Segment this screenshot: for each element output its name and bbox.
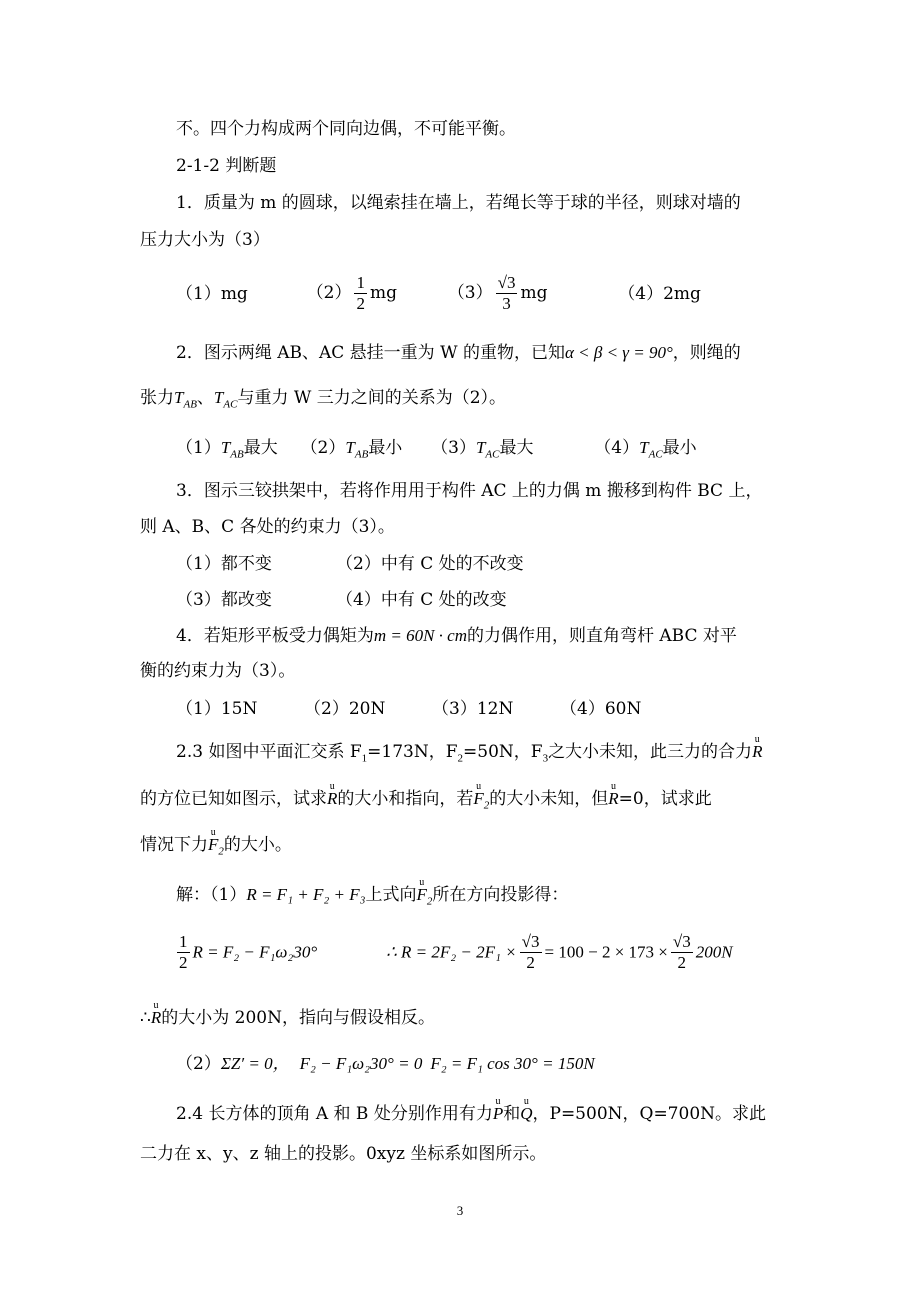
- vector-R: u R: [327, 788, 337, 810]
- math-var: T: [345, 438, 355, 457]
- result-line-1: [140, 1007, 435, 1029]
- text: ，P=500N，Q=700N。求此: [532, 1104, 767, 1124]
- math-inline: F₂ = F₁ cos 30° = 150N: [430, 1054, 595, 1073]
- text: 的大小。: [223, 835, 292, 855]
- option-label: （2）: [306, 283, 352, 303]
- math-var: T: [639, 438, 649, 457]
- section-2-4-line-1: [176, 1103, 766, 1125]
- text: 解：（1）: [176, 885, 247, 905]
- question-1-line-1: [176, 192, 741, 214]
- option-label: （3）: [431, 438, 476, 458]
- subscript: AB: [354, 448, 369, 461]
- text: 不。四个力构成两个同向边偶，不可能平衡。: [176, 119, 516, 139]
- numerator: 1: [179, 932, 188, 951]
- math-inline: m = 60N · cm: [373, 626, 467, 645]
- option-2: （2）中有 C 处的不改变: [336, 554, 524, 574]
- result-line-2: [176, 1053, 595, 1075]
- unit: mg: [369, 283, 397, 303]
- option-label: （1）: [176, 438, 221, 458]
- text: 4．若矩形平板受力偶矩为: [176, 626, 374, 646]
- subscript: AC: [485, 448, 500, 461]
- option-1: [176, 438, 278, 461]
- math-var: T: [213, 388, 224, 407]
- text: 最大: [499, 438, 534, 458]
- numerator: √3: [497, 273, 516, 292]
- option-4: [594, 438, 697, 461]
- vector-F: u F: [208, 834, 218, 856]
- vector-F: u F: [473, 788, 483, 810]
- text: 2．图示两绳 AB、AC 悬挂一重为 W 的重物，已知: [176, 343, 565, 363]
- subscript: AC: [223, 398, 238, 411]
- option-2: [300, 438, 403, 461]
- option-label: （2）: [300, 438, 346, 458]
- vector-Q: u Q: [520, 1103, 532, 1125]
- vector-R: u R: [752, 741, 762, 763]
- option-4: （4）中有 C 处的改变: [336, 590, 507, 610]
- option-1: （1）都不变: [176, 554, 272, 574]
- section-2-3-line-1: [176, 741, 762, 769]
- text: 最小: [368, 438, 403, 458]
- section-heading: [176, 155, 276, 177]
- text: =173N，F: [367, 742, 458, 762]
- text: 1．质量为 m 的圆球，以绳索挂在墙上，若绳长等于球的半径，则球对墙的: [176, 193, 741, 213]
- unit: mg: [520, 283, 548, 303]
- text: =50N，F: [463, 742, 543, 762]
- question-3-options-row-2: [176, 589, 507, 611]
- option-label: （3）: [447, 283, 493, 303]
- question-2-options: [176, 437, 697, 465]
- math-var: T: [475, 438, 486, 457]
- subscript: AB: [230, 448, 244, 461]
- fraction: [177, 932, 190, 973]
- question-1-line-2: [140, 229, 270, 251]
- text: ，则绳的: [672, 343, 741, 363]
- vector-P: u P: [493, 1103, 503, 1125]
- text: 2-1-2 判断题: [176, 156, 277, 176]
- subscript: 3: [542, 752, 549, 765]
- option-3: （3）12N: [432, 699, 514, 719]
- numerator: √3: [521, 932, 540, 951]
- question-3-options-row-1: [176, 553, 524, 575]
- section-2-3-line-2: [140, 788, 712, 816]
- text: 的大小为 200N，指向与假设相反。: [161, 1008, 435, 1028]
- text: 上式向: [365, 885, 417, 905]
- vector-R: u R: [608, 788, 618, 810]
- question-4-options: [176, 698, 641, 720]
- question-4-line-1: [176, 625, 737, 647]
- text: 情况下力: [140, 835, 208, 855]
- question-4-line-2: [140, 660, 295, 682]
- vector-R: u R: [151, 1007, 161, 1029]
- text: 之大小未知，此三力的合力: [548, 742, 753, 762]
- fraction: [496, 273, 518, 314]
- text: 最大: [243, 438, 278, 458]
- option-3: [448, 273, 548, 314]
- math-inline: = 100 − 2 × 173 ×: [544, 942, 668, 962]
- question-3-line-2: [140, 516, 395, 538]
- text: 、: [196, 388, 214, 408]
- text: 压力大小为（3）: [140, 230, 270, 250]
- solution-line-1: [176, 884, 568, 912]
- subscript: 2: [218, 845, 224, 858]
- text: 最小: [662, 438, 697, 458]
- text: 2.4 长方体的顶角 A 和 B 处分别作用有力: [176, 1104, 493, 1124]
- text: 的大小和指向，若: [337, 789, 474, 809]
- page-number: 3: [456, 1203, 464, 1218]
- question-2-line-1: [176, 342, 741, 364]
- math-inline: ΣZ′ = 0，: [220, 1054, 290, 1073]
- fraction: [671, 932, 693, 973]
- question-3-line-1: [176, 480, 762, 502]
- option-2: [307, 273, 397, 314]
- math-inline: 200N: [695, 942, 733, 962]
- section-2-4-line-2: [140, 1143, 546, 1165]
- text: 二力在 x、y、z 轴上的投影。0xyz 坐标系如图所示。: [140, 1144, 547, 1164]
- option-4: （4）60N: [560, 699, 642, 719]
- denominator: 2: [526, 953, 535, 972]
- math-inline: R = F₁ + F₂ + F₃: [246, 885, 366, 904]
- text: 衡的约束力为（3）。: [140, 661, 296, 681]
- denominator: 2: [677, 953, 687, 972]
- text: 的方位已知如图示，试求: [140, 789, 327, 809]
- text: 3．图示三铰拱架中，若将作用用于构件 AC 上的力偶 m 搬移到构件 BC 上，: [176, 481, 763, 501]
- math-inline: R = F₂ − F₁ω₂30°: [192, 942, 318, 962]
- text: 2.3 如图中平面汇交系 F: [176, 742, 362, 762]
- numerator: 1: [356, 273, 365, 292]
- subscript: 1: [361, 752, 368, 765]
- option-3: （3）都改变: [176, 590, 272, 610]
- option-3: [431, 438, 534, 461]
- option-2: （2）20N: [304, 699, 386, 719]
- question-1-options: [176, 273, 701, 317]
- solution-equation: [174, 932, 733, 978]
- math-var: T: [174, 388, 184, 407]
- text: （2）: [176, 1054, 221, 1074]
- subscript: 2: [426, 895, 433, 908]
- subscript: AC: [648, 448, 663, 461]
- subscript: 2: [483, 799, 490, 812]
- fraction: [520, 932, 542, 973]
- math-inline: F₂ − F₁ω₂30° = 0: [299, 1054, 423, 1073]
- section-2-3-line-3: [140, 834, 292, 862]
- text: =0，试求此: [618, 789, 712, 809]
- text: 的力偶作用，则直角弯杆 ABC 对平: [467, 626, 737, 646]
- subscript: 2: [457, 752, 464, 765]
- subscript: AB: [183, 398, 197, 411]
- denominator: 2: [179, 953, 188, 972]
- option-label: （4）: [594, 438, 640, 458]
- denominator: 3: [502, 294, 511, 313]
- option-1: （1）mg: [176, 283, 248, 304]
- math-inline: ∴ R = 2F₂ − 2F₁ ×: [385, 942, 517, 962]
- vector-F: u F: [417, 884, 427, 906]
- question-2-line-2: [140, 387, 506, 415]
- denominator: 2: [356, 294, 365, 313]
- fraction: [354, 273, 367, 314]
- text: ∴: [140, 1008, 151, 1028]
- math-var: T: [220, 438, 231, 457]
- text: 和: [503, 1104, 521, 1124]
- text: 则 A、B、C 各处的约束力（3）。: [140, 517, 395, 537]
- text: 张力: [140, 388, 174, 408]
- text: 的大小未知，但: [489, 789, 609, 809]
- text: 所在方向投影得：: [432, 885, 569, 905]
- text: 与重力 W 三力之间的关系为（2）。: [237, 388, 507, 408]
- math-inline: α < β < γ = 90°: [564, 343, 673, 362]
- paragraph-continuation: [176, 118, 516, 140]
- numerator: √3: [672, 932, 691, 951]
- option-1: （1）15N: [176, 699, 258, 719]
- option-4: （4）2mg: [618, 283, 701, 304]
